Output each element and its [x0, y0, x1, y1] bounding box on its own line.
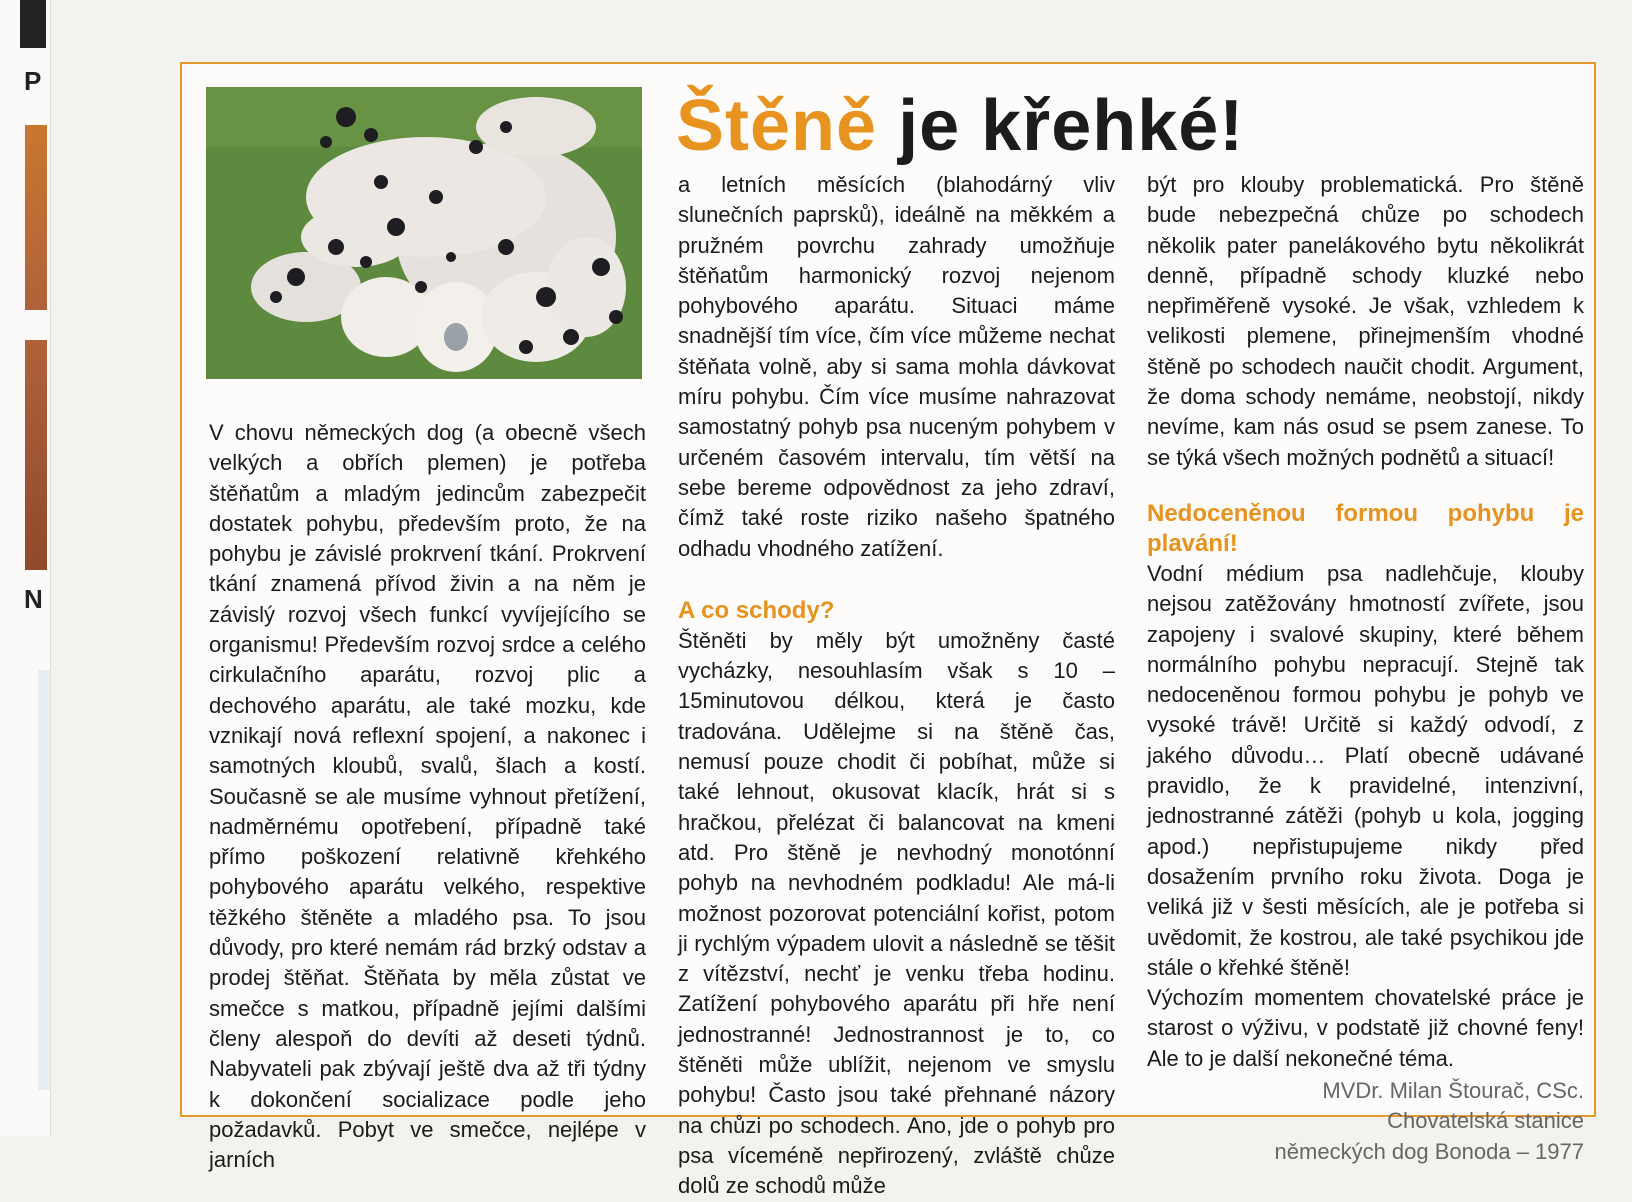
article-column-2: [678, 170, 1115, 1202]
puppies-photo: [206, 87, 642, 379]
page-edge-dark-block: [20, 0, 46, 48]
paragraph: být pro klouby problematická. Pro štěně bude nebezpečná chůze po schodech několik pater panelákového bytu několikrát denně, případně schody kluzké nebo nepřiměřeně vysoké. Je však, vzhledem k velikosti plemene, přinejmenším vhodné štěně po schodech naučit chodit. Argument, že doma schody nemáme, neobstojí, nikdy nevíme, kam nás osud se psem zanese. To se týká všech možných podnětů a situací!: [1147, 172, 1584, 470]
page-edge-blue-strip: [38, 670, 50, 1090]
article-column-1: [209, 418, 646, 1175]
article-title: [676, 86, 1616, 166]
paragraph: V chovu německých dog (a obecně všech velkých a obřích plemen) je potřeba štěňatům a mladým jedincům zabezpečit dostatek pohybu, především proto, že na pohybu je závislé prokrvení tkání. Prokrvení tkání znamená přívod živin a na něm je závislý rozvoj všech funkcí vyvíjejícího se organismu! Především rozvoj srdce a celého cirkulačního aparátu, rozvoj plic a dechového aparátu, ale také mozku, kde vznikají nová reflexní spojení, a nakonec i samotných kloubů, svalů, šlach a kostí. Současně se ale musíme vyhnout přetížení, nadměrnému opotřebení, případně také přímo poškození relativně křehkého pohybového aparátu velkého, respektive těžkého štěněte a mladého psa. To jsou důvody, pro které nemám rád brzký odstav a prodej štěňat. Štěňata by měla zůstat ve smečce s matkou, případně jejími dalšími členy alespoň do devíti až deseti týdnů. Nabyvateli pak zbývají ještě dva až tři týdny k dokončení socializace podle jeho požadavků. Pobyt ve smečce, nejlépe v jarních: [209, 420, 646, 1173]
title-highlight: Štěně: [676, 86, 878, 166]
author-kennel-name: německých dog Bonoda – 1977: [1274, 1138, 1584, 1164]
paragraph: Štěněti by měly být umožněny časté vycházky, nesouhlasím však s 10 – 15minutovou délkou, která je často tradována. Udělejme si na štěně čas, nemusí pouze chodit či pobíhat, může si také lehnout, okusovat klacík, hrát si s hračkou, přelézat či balancovat na kmeni atd. Pro štěně je nevhodný monotónní pohyb na nevhodném podkladu! Ale má-li možnost pozorovat potenciální kořist, potom ji rychlým výpadem ulovit a následně se těšit z vítězství, nechť je venku třeba hodinu. Zatížení pohybového aparátu při hře není jednostranné! Jednostrannost je to, co štěněti může ublížit, nejenom ve smyslu pohybu! Často jsou také přehnané názory na chůzi po schodech. Ano, jde o pohyb pro psa víceméně nepřirozený, zvláště chůze dolů ze schodů může: [678, 627, 1115, 1199]
author-name: MVDr. Milan Štourač, CSc.: [1322, 1078, 1584, 1104]
title-rest: je křehké!: [877, 86, 1245, 166]
section-heading-stairs: A co schody?: [678, 596, 835, 624]
author-kennel: Chovatelská stanice: [1387, 1108, 1584, 1134]
paragraph: a letních měsících (blahodárný vliv slunečních paprsků), ideálně na měkkém a pružném povrchu zahrady umožňuje štěňatům harmonický rozvoj nejenom pohybového aparátu. Situaci máme snadnější tím více, čím více můžeme nechat štěňata volně, aby si sama mohla dávkovat míru pohybu. Čím více musíme nahrazovat samostatný pohyb psa nuceným pohybem v určeném časovém intervalu, tím větší na sebe bereme odpovědnost za jeho zdraví, čímž také roste riziko našeho špatného odhadu vhodného zatížení.: [678, 172, 1115, 561]
section-heading-swimming: Nedoceněnou formou pohybu je plavání!: [1147, 499, 1584, 557]
article-column-3: [1147, 170, 1584, 1167]
puppies-illustration: [206, 87, 642, 379]
page-edge-photo-strip: [25, 340, 47, 570]
author-signature: [1147, 1076, 1584, 1167]
paragraph: Výchozím momentem chovatelské práce je starost o výživu, v podstatě již chovné feny! Ale to je další nekonečné téma.: [1147, 985, 1584, 1071]
page-edge-photo-strip: [25, 125, 47, 310]
paragraph: Vodní médium psa nadlehčuje, klouby nejsou zatěžovány hmotností zvířete, jsou zapojeny i svalové skupiny, které během normálního pohybu nepracují. Stejně tak nedoceněnou formou pohybu je pohyb ve vysoké trávě! Určitě si každý odvodí, z jakého důvodu… Platí obecně udávané pravidlo, že k pravidelné, intenzivní, jednostranné zátěži (pohyb u kola, jogging apod.) nepřistupujeme nikdy před dosažením prvního roku života. Doga je veliká již v šesti měsících, ale je potřeba si uvědomit, že kostrou, ale také psychikou jde stále o křehké štěně!: [1147, 560, 1584, 980]
page-edge-letter: N: [24, 584, 43, 614]
page-edge-letter: P: [24, 66, 42, 96]
previous-page-edge: [0, 0, 51, 1136]
